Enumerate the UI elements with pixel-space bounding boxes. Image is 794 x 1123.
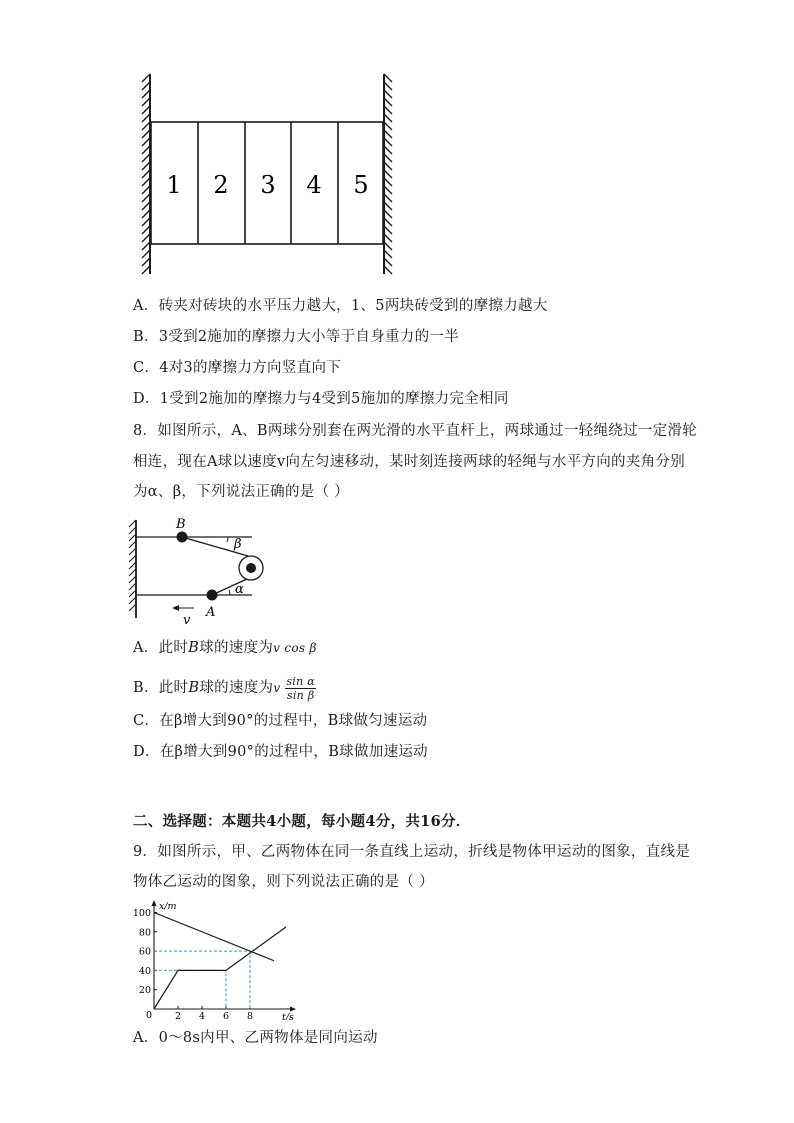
x-tick-label: 8 [246,1011,254,1020]
section-2-heading: 二、选择题：本题共4小题，每小题4分，共16分． [133,813,471,830]
hatch-line [384,178,392,186]
hatch-line [142,234,150,242]
y-axis-label: x/m [159,901,177,912]
hatch-line [384,194,392,202]
hatch-line [142,82,150,90]
hatch-line [142,98,150,106]
hatch-line [384,234,392,242]
hatch-line [142,202,150,210]
velocity-fraction: $\frac{\text{sin α}}{\text{sin β}}$ [286,674,316,702]
q8-option-c: C．在β增大到90°的过程中，B球做匀速运动 [133,713,428,729]
pulley-axle [246,563,256,573]
hatch-line [142,250,150,258]
x-axis-label: t/s [282,1012,294,1020]
x-tick-label: 2 [174,1011,182,1020]
hatch-line [142,154,150,162]
hatch-line [384,106,392,114]
x-axis-arrow [290,1007,296,1012]
hatch-line [142,226,150,234]
label-alpha: α [235,582,244,597]
hatch-line [129,548,136,555]
hatch-line [129,590,136,597]
hatch-line [142,114,150,122]
hatch-line [142,138,150,146]
hatch-line [129,562,136,569]
q8-stem-line-1: 8．如图所示，A、B两球分别套在两光滑的水平直杆上，两球通过一轻绳绕过一定滑轮 [133,423,698,439]
hatch-line [384,250,392,258]
hatch-line [142,242,150,250]
q8-stem-line-2: 相连，现在A球以速度v向左匀速移动，某时刻连接两球的轻绳与水平方向的夹角分别 [133,454,686,470]
brick-label-4: 4 [306,171,322,199]
hatch-line [142,186,150,194]
x-tick-label: 6 [222,1011,230,1020]
q8-option-b: B．此时B球的速度为v $\frac{\text{sin α}}{\text{sin β}}$ [133,674,316,702]
hatch-line [384,186,392,194]
hatch-line [142,218,150,226]
series-yi-line [154,913,274,961]
hatch-line [384,162,392,170]
ball-a [207,590,218,601]
brick-row [151,122,383,244]
q9-option-a: A．0～8s内甲、乙两物体是同向运动 [133,1030,378,1046]
xt-graph [126,896,298,1020]
hatch-line [142,178,150,186]
hatch-line [142,162,150,170]
q7-option-c: C．4对3的摩擦力方向竖直向下 [133,360,342,376]
brick-label-2: 2 [213,171,229,199]
q7-option-b: B．3受到2施加的摩擦力大小等于自身重力的一半 [133,329,460,345]
hatch-line [384,258,392,266]
brick-clamp-figure [134,72,406,278]
ball-b [177,532,188,543]
hatch-line [384,82,392,90]
label-v: v [183,613,191,628]
hatch-line [129,555,136,562]
hatch-line [384,170,392,178]
hatch-line [384,130,392,138]
q7-option-a: A．砖夹对砖块的水平压力越大，1、5两块砖受到的摩擦力越大 [133,298,548,314]
velocity-arrowhead [172,605,179,611]
hatch-line [129,583,136,590]
pulley-wall [129,520,136,618]
x-tick-label: 4 [198,1011,206,1020]
hatch-line [129,520,136,527]
label-b: B [176,517,186,532]
hatch-line [384,154,392,162]
left-wall [142,74,150,274]
y-tick-label: 40 [138,965,151,977]
y-tick-label: 60 [138,946,151,958]
hatch-line [384,98,392,106]
hatch-line [142,90,150,98]
hatch-line [384,74,392,82]
q7-option-d: D．1受到2施加的摩擦力与4受到5施加的摩擦力完全相同 [133,391,509,407]
hatch-line [129,576,136,583]
hatch-line [142,122,150,130]
hatch-line [142,210,150,218]
label-beta: β [234,537,242,552]
angle-alpha-arc [229,590,230,595]
angle-beta-arc [227,537,228,542]
guide-line [154,970,226,1009]
hatch-line [142,194,150,202]
q9-stem-line-1: 9．如图所示，甲、乙两物体在同一条直线上运动，折线是物体甲运动的图象，直线是 [133,844,691,860]
hatch-line [384,90,392,98]
q8-option-d: D．在β增大到90°的过程中，B球做加速运动 [133,744,428,760]
hatch-line [384,266,392,274]
y-axis-arrow [152,900,157,906]
hatch-line [142,146,150,154]
origin-label: 0 [146,1010,153,1020]
hatch-line [384,218,392,226]
hatch-line [129,569,136,576]
hatch-line [384,210,392,218]
hatch-line [142,258,150,266]
guide-line [154,951,250,1009]
hatch-line [142,74,150,82]
hatch-line [384,226,392,234]
brick-label-3: 3 [260,171,276,199]
right-wall [384,74,392,274]
hatch-line [129,604,136,611]
brick-label-1: 1 [166,171,182,199]
hatch-line [142,130,150,138]
hatch-line [142,170,150,178]
q8-option-a: A．此时B球的速度为v cos β [133,640,317,656]
y-tick-label: 20 [138,985,151,997]
hatch-line [129,534,136,541]
hatch-line [384,122,392,130]
hatch-line [384,242,392,250]
hatch-line [129,597,136,604]
brick-label-5: 5 [353,171,369,199]
hatch-line [142,106,150,114]
q9-stem-line-2: 物体乙运动的图象，则下列说法正确的是（ ） [133,874,434,890]
y-tick-label: 80 [138,927,151,939]
hatch-line [129,527,136,534]
label-a: A [206,605,216,620]
hatch-line [384,114,392,122]
hatch-line [384,202,392,210]
pulley-figure [124,512,274,628]
hatch-line [384,138,392,146]
y-tick-label: 100 [132,908,151,919]
hatch-line [384,146,392,154]
hatch-line [129,541,136,548]
q8-stem-line-3: 为α、β，下列说法正确的是（ ） [133,484,350,500]
hatch-line [142,266,150,274]
